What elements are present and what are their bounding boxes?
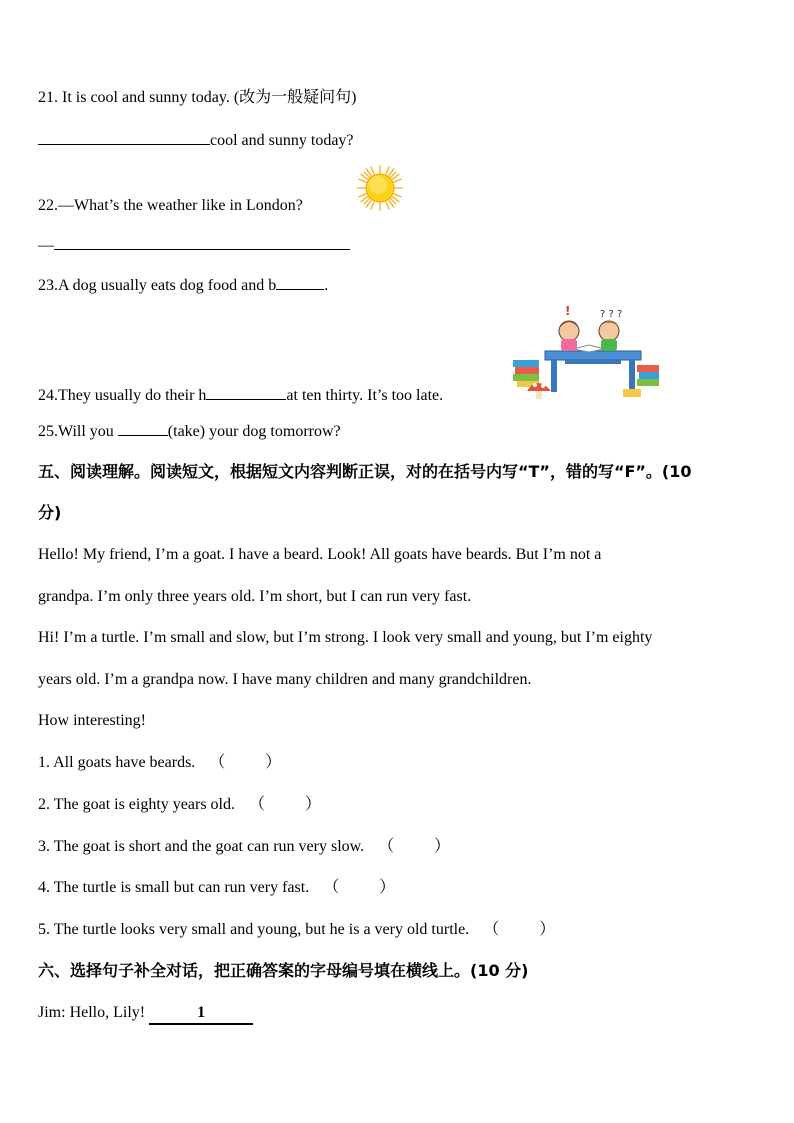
tf-item-5 xyxy=(38,920,555,940)
tf-item-5-answer[interactable]: （ ） xyxy=(483,921,556,938)
dialogue-line-jim xyxy=(38,1003,253,1025)
tf-item-2-answer[interactable]: （ ） xyxy=(249,796,322,813)
tf-item-5-text: 5. The turtle looks very small and young, but he is a very old turtle. xyxy=(38,921,470,938)
sun-icon xyxy=(356,164,404,212)
tf-item-4-text: 4. The turtle is small but can run very fast. xyxy=(38,879,310,896)
q22-answer-blank[interactable] xyxy=(54,235,350,250)
q23-end: . xyxy=(324,277,329,294)
passage-goat-line1: Hello! My friend, I’m a goat. I have a beard. Look! All goats have beards. But I’m not a xyxy=(38,546,602,563)
tf-item-1 xyxy=(38,753,281,773)
tf-item-2-text: 2. The goat is eighty years old. xyxy=(38,796,235,813)
q22-line2 xyxy=(38,235,350,256)
tf-item-1-text: 1. All goats have beards. xyxy=(38,754,196,771)
students-studying-illustration xyxy=(505,305,665,405)
q22-dash: — xyxy=(38,237,54,254)
passage-goat-line2: grandpa. I’m only three years old. I’m short, but I can run very fast. xyxy=(38,588,472,605)
q23-text: 23.A dog usually eats dog food and b xyxy=(38,277,277,294)
tf-item-4-answer[interactable]: （ ） xyxy=(323,879,396,896)
passage-closing: How interesting! xyxy=(38,712,146,729)
q23-answer-blank[interactable] xyxy=(276,275,324,290)
tf-item-4 xyxy=(38,878,395,898)
section5-heading: 五、阅读理解。阅读短文，根据短文内容判断正误，对的在括号内写“T”，错的写“F”。(10 xyxy=(38,462,692,481)
q22-line1: 22.—What’s the weather like in London? xyxy=(38,197,303,214)
blank-number: 1 xyxy=(197,1004,206,1021)
tf-item-3-answer[interactable]: （ ） xyxy=(378,838,451,855)
tf-item-1-answer[interactable]: （ ） xyxy=(209,754,282,771)
q21-line1: 21. It is cool and sunny today. (改为一般疑问句) xyxy=(38,89,357,106)
q24-answer-blank[interactable] xyxy=(206,385,286,400)
q25-text: 25.Will you xyxy=(38,423,118,440)
tf-item-2 xyxy=(38,795,321,815)
q25-answer-blank[interactable] xyxy=(118,421,168,436)
q25-end: (take) your dog tomorrow? xyxy=(167,423,341,440)
q24-line xyxy=(38,385,443,406)
q24-text: 24.They usually do their h xyxy=(38,387,207,404)
q24-end: at ten thirty. It’s too late. xyxy=(286,387,444,404)
section5-heading-cont: 分) xyxy=(38,503,62,522)
q25-line xyxy=(38,421,341,442)
section6-heading: 六、选择句子补全对话，把正确答案的字母编号填在横线上。(10 分) xyxy=(38,961,529,980)
tf-item-3 xyxy=(38,837,450,857)
q21-answer-blank[interactable] xyxy=(38,130,210,145)
q21-line2 xyxy=(38,130,354,151)
jim-speaker-text: Jim: Hello, Lily! xyxy=(38,1004,150,1021)
tf-item-3-text: 3. The goat is short and the goat can run very slow. xyxy=(38,838,365,855)
dialogue-blank-1[interactable] xyxy=(149,1003,253,1025)
q23-line xyxy=(38,275,328,296)
svg-text:? ? ?: ? ? ? xyxy=(600,309,623,320)
q21-line2-text: cool and sunny today? xyxy=(210,132,354,149)
passage-turtle-line1: Hi! I’m a turtle. I’m small and slow, but I’m strong. I look very small and young, but I’m eighty xyxy=(38,629,653,646)
passage-turtle-line2: years old. I’m a grandpa now. I have many children and many grandchildren. xyxy=(38,671,532,688)
svg-text:!: ! xyxy=(565,305,571,318)
